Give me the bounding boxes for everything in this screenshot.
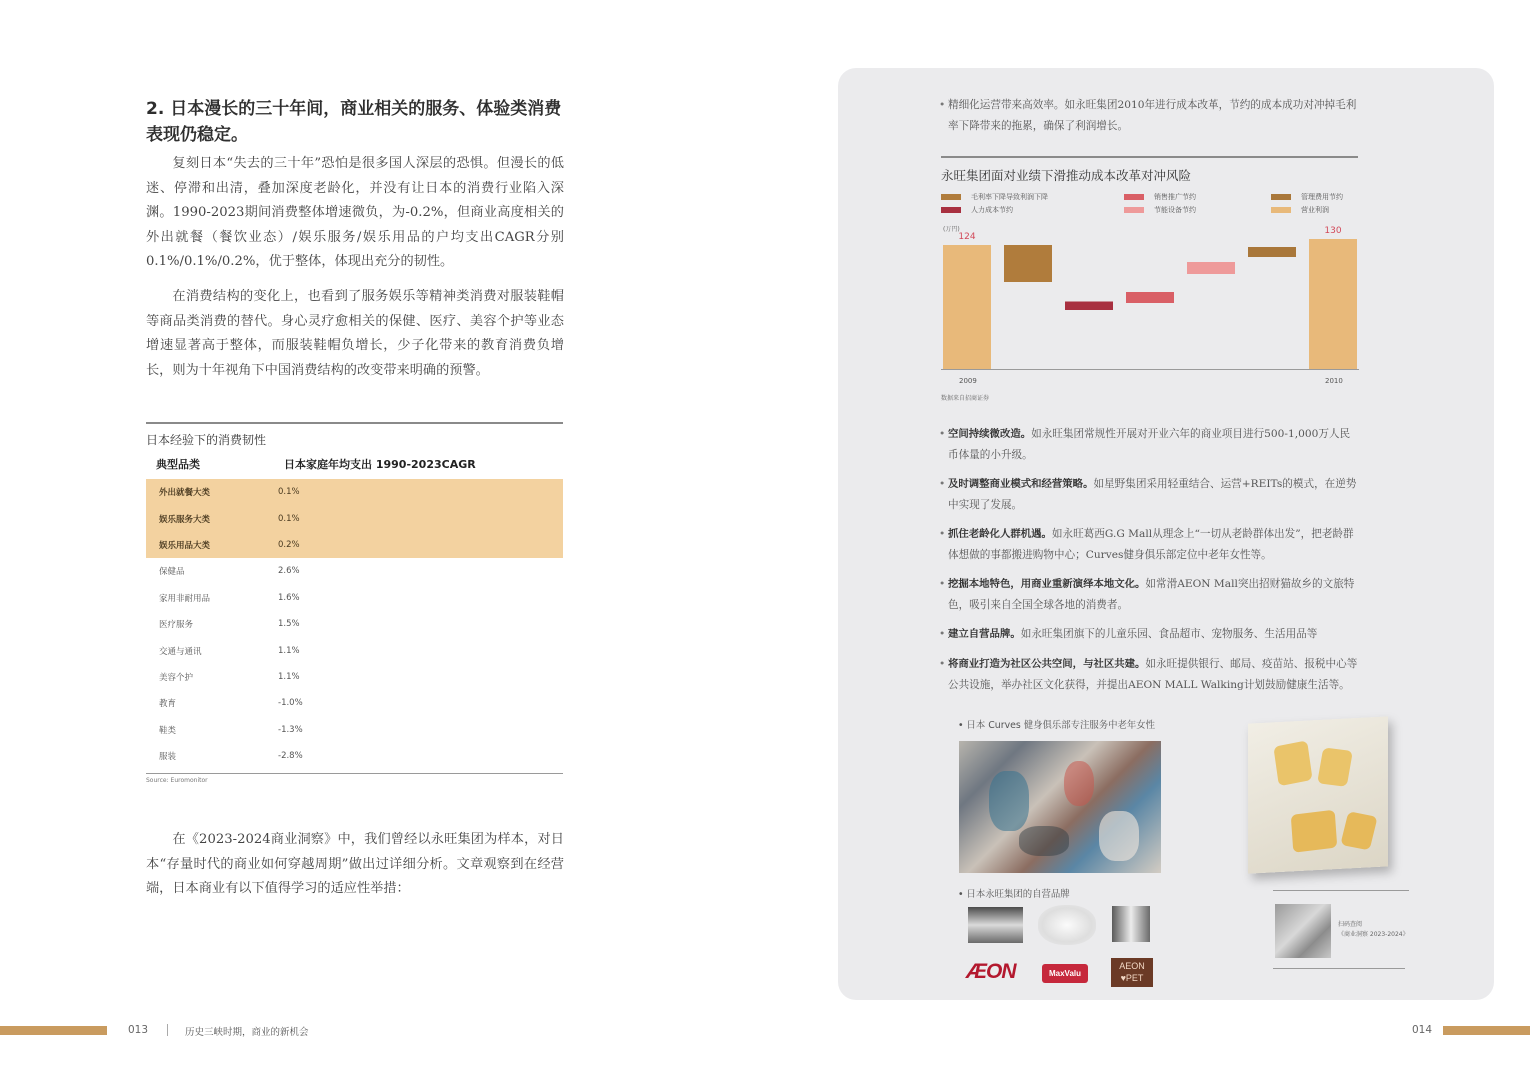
- cell-category: 娱乐服务大类: [159, 514, 211, 525]
- table-row: [146, 505, 563, 531]
- legend-swatch: [941, 207, 961, 213]
- legend-item: [1124, 192, 1196, 202]
- chart-unit-label: (万円): [943, 226, 960, 233]
- waterfall-bar: [1065, 302, 1113, 311]
- aeon-pet-logo-line1: AEON: [1119, 961, 1145, 971]
- bullet-text: 精细化运营带来高效率。如永旺集团2010年进行成本改革，节约的成本成功对冲掉毛利率下降带来的拖累，确保了利润增长。: [948, 99, 1357, 132]
- table-row: [146, 532, 563, 558]
- cell-category: 美容个护: [159, 672, 194, 683]
- report-cover-image: [1248, 716, 1388, 873]
- qr-rule: [1273, 968, 1405, 969]
- legend-label: 人力成本节约: [971, 206, 1013, 214]
- legend-label: 管理费用节约: [1301, 193, 1343, 201]
- bullet-text: 如星野集团采用轻重结合、运营+REITs的模式，在逆势中实现了发展。: [948, 478, 1357, 511]
- bullet-item: [939, 474, 1360, 516]
- cell-cagr: -1.0%: [278, 698, 303, 709]
- qr-caption-line2: 《商业洞察 2023-2024》: [1338, 931, 1409, 938]
- legend-label: 节能设备节约: [1154, 206, 1196, 214]
- waterfall-bar: [1309, 239, 1357, 369]
- cell-category: 娱乐用品大类: [159, 540, 211, 551]
- bullet-dot: •: [939, 478, 946, 490]
- brand-image-1: [968, 907, 1023, 943]
- cell-cagr: 2.6%: [278, 566, 300, 577]
- cell-category: 医疗服务: [159, 620, 194, 631]
- waterfall-bar: [1248, 247, 1296, 257]
- footer-bar-left: [0, 1026, 107, 1035]
- legend-label: 营业利润: [1301, 206, 1329, 214]
- table-title: 日本经验下的消费韧性: [146, 433, 267, 447]
- legend-item: [941, 205, 1013, 215]
- qr-caption: [1338, 920, 1409, 940]
- table-body: [146, 479, 563, 769]
- cell-cagr: 0.1%: [278, 487, 300, 498]
- qr-code-image: [1275, 904, 1331, 958]
- paragraph-2: 在消费结构的变化上，也看到了服务娱乐等精神类消费对服装鞋帽等商品类消费的替代。身心灵疗愈相关的保健、医疗、美容个护等业态增速显著高于整体，而服装鞋帽负增长，少子化带来的教育消费负增长，则为十年视角下中国消费结构的改变带来明确的预警。: [146, 289, 564, 378]
- waterfall-bar: [1187, 262, 1235, 274]
- legend-swatch: [1124, 207, 1144, 213]
- brand-image-2: [1038, 905, 1096, 945]
- legend-label: 销售推广节约: [1154, 193, 1196, 201]
- chart-source-note: 数据来自招商证券: [941, 395, 990, 402]
- table-row: [146, 717, 563, 743]
- cell-category: 外出就餐大类: [159, 488, 211, 499]
- bullet-bold: 挖掘本地特色，用商业重新演绎本地文化。: [948, 578, 1146, 590]
- bullet-item: [939, 424, 1360, 466]
- table-row: [146, 637, 563, 663]
- bullet-dot: •: [939, 658, 946, 670]
- qr-caption-line1: 扫码查阅: [1338, 921, 1363, 928]
- footer-bar-right: [1443, 1026, 1530, 1035]
- bullet-text: 如永旺集团旗下的儿童乐园、食品超市、宠物服务、生活用品等: [1020, 628, 1318, 640]
- bullet-bold: 及时调整商业模式和经营策略。: [948, 478, 1094, 490]
- table-row: [146, 743, 563, 769]
- bullet-dot: •: [939, 99, 946, 111]
- curves-photo: [959, 741, 1161, 873]
- table-row: [146, 690, 563, 716]
- table-row: [146, 611, 563, 637]
- bullet-efficiency: [939, 95, 1360, 137]
- footer-title: 历史三峡时期，商业的新机会: [185, 1027, 309, 1038]
- paragraph-3: 在《2023-2024商业洞察》中，我们曾经以永旺集团为样本，对日本“存量时代的商业如何穿越周期”做出过详细分析。文章观察到在经营端，日本商业有以下值得学习的适应性举措：: [146, 832, 564, 897]
- cell-cagr: 1.5%: [278, 619, 300, 630]
- bullet-text: 如常滑AEON Mall突出招财猫故乡的文旅特色，吸引来自全国全球各地的消费者。: [948, 578, 1355, 611]
- cell-category: 鞋类: [159, 725, 177, 736]
- bullet-dot: •: [939, 628, 946, 640]
- photo-caption: • 日本 Curves 健身俱乐部专注服务中老年女性: [958, 720, 1156, 731]
- aeon-logo: ÆON: [966, 960, 1016, 983]
- bullet-bold: 建立自营品牌。: [948, 628, 1021, 640]
- table-top-rule: [146, 422, 563, 424]
- table-row: [146, 558, 563, 584]
- bullet-bold: 将商业打造为社区公共空间，与社区共建。: [948, 658, 1146, 670]
- table-row: [146, 479, 563, 505]
- brand-image-3: [1112, 906, 1150, 942]
- maxvalu-logo: MaxValu: [1042, 964, 1088, 983]
- bullet-item: [939, 574, 1360, 616]
- chart-legend: [941, 186, 1358, 216]
- bullet-dot: •: [939, 578, 946, 590]
- legend-label: 毛利率下降导致利润下降: [971, 193, 1048, 201]
- chart-top-rule: [941, 156, 1358, 158]
- consumption-table: [146, 422, 563, 784]
- header-cagr: 日本家庭年均支出 1990-2023CAGR: [284, 458, 476, 471]
- aeon-pet-logo-line2: ♥PET: [1120, 973, 1144, 983]
- bullet-item: [939, 524, 1360, 566]
- waterfall-bar: [1004, 245, 1052, 282]
- data-label-end: 130: [1324, 226, 1342, 236]
- x-tick-label: 2009: [959, 377, 977, 385]
- bullet-text: 如永旺集团常规性开展对开业六年的商业项目进行500-1,000万人民币体量的小升级。: [948, 428, 1351, 461]
- footer-separator: [167, 1024, 168, 1036]
- bullet-bold: 抓住老龄化人群机遇。: [948, 528, 1052, 540]
- cell-category: 教育: [159, 699, 177, 710]
- section-heading: 2. 日本漫长的三十年间，商业相关的服务、体验类消费表现仍稳定。: [146, 99, 562, 145]
- legend-swatch: [1124, 194, 1144, 200]
- legend-swatch: [1271, 207, 1291, 213]
- cell-cagr: 0.1%: [278, 513, 300, 524]
- paragraph-1: 复刻日本“失去的三十年”恐怕是很多国人深层的恐惧。但漫长的低迷、停滞和出清，叠加深度老龄化，并没有让日本的消费行业陷入深渊。1990-2023期间消费整体增速微负，为-0.2%，但商业高度相关的外出就餐（餐饮业态）/娱乐服务/娱乐用品的户均支出CAGR分别0.1%/0.1%/0.2%，优于整体，体现出充分的韧性。: [146, 156, 564, 270]
- bullet-text: 如永旺提供银行、邮局、疫苗站、报税中心等公共设施，举办社区文化获得，并提出AEON MALL Walking计划鼓励健康生活等。: [948, 658, 1358, 691]
- page-number-left: 013: [128, 1024, 149, 1036]
- table-row: [146, 664, 563, 690]
- waterfall-bar: [1126, 292, 1174, 303]
- legend-swatch: [1271, 194, 1291, 200]
- chart-title: 永旺集团面对业绩下滑推动成本改革对冲风险: [941, 168, 1192, 183]
- bullet-text: 如永旺葛西G.G Mall从理念上“一切从老龄群体出发”，把老龄群体想做的事都搬进购物中心；Curves健身俱乐部定位中老年女性等。: [948, 528, 1354, 561]
- cell-category: 保健品: [159, 567, 185, 578]
- cell-cagr: -2.8%: [278, 751, 303, 762]
- bullet-bold: 空间持续微改造。: [948, 428, 1032, 440]
- cell-category: 交通与通讯: [159, 646, 202, 657]
- cell-cagr: 1.6%: [278, 592, 300, 603]
- aeon-pet-logo: [1111, 958, 1153, 987]
- x-tick-label: 2010: [1325, 377, 1343, 385]
- chart-header: [941, 156, 1358, 216]
- legend-item: [1124, 205, 1196, 215]
- table-bottom-rule: [146, 773, 563, 774]
- cell-category: 服装: [159, 752, 177, 763]
- legend-item: [1271, 192, 1343, 202]
- data-label-start: 124: [958, 232, 976, 242]
- legend-item: [1271, 205, 1329, 215]
- waterfall-bar: [943, 245, 991, 369]
- cell-category: 家用非耐用品: [159, 593, 211, 604]
- legend-item: [941, 192, 1048, 202]
- brands-caption: • 日本永旺集团的自营品牌: [958, 889, 1070, 900]
- bullet-dot: •: [939, 528, 946, 540]
- header-category: 典型品类: [156, 458, 200, 471]
- table-header: [146, 449, 563, 479]
- bullet-item: [939, 654, 1360, 696]
- bullet-dot: •: [939, 428, 946, 440]
- bullet-item: [939, 624, 1360, 645]
- cover-rule: [1273, 890, 1409, 891]
- table-row: [146, 585, 563, 611]
- cell-cagr: 1.1%: [278, 645, 300, 656]
- cell-cagr: 0.2%: [278, 539, 300, 550]
- legend-swatch: [941, 194, 961, 200]
- table-source: Source: Euromonitor: [146, 777, 208, 785]
- cell-cagr: 1.1%: [278, 671, 300, 682]
- page-number-right: 014: [1412, 1024, 1433, 1036]
- cell-cagr: -1.3%: [278, 724, 303, 735]
- waterfall-chart: [941, 222, 1359, 390]
